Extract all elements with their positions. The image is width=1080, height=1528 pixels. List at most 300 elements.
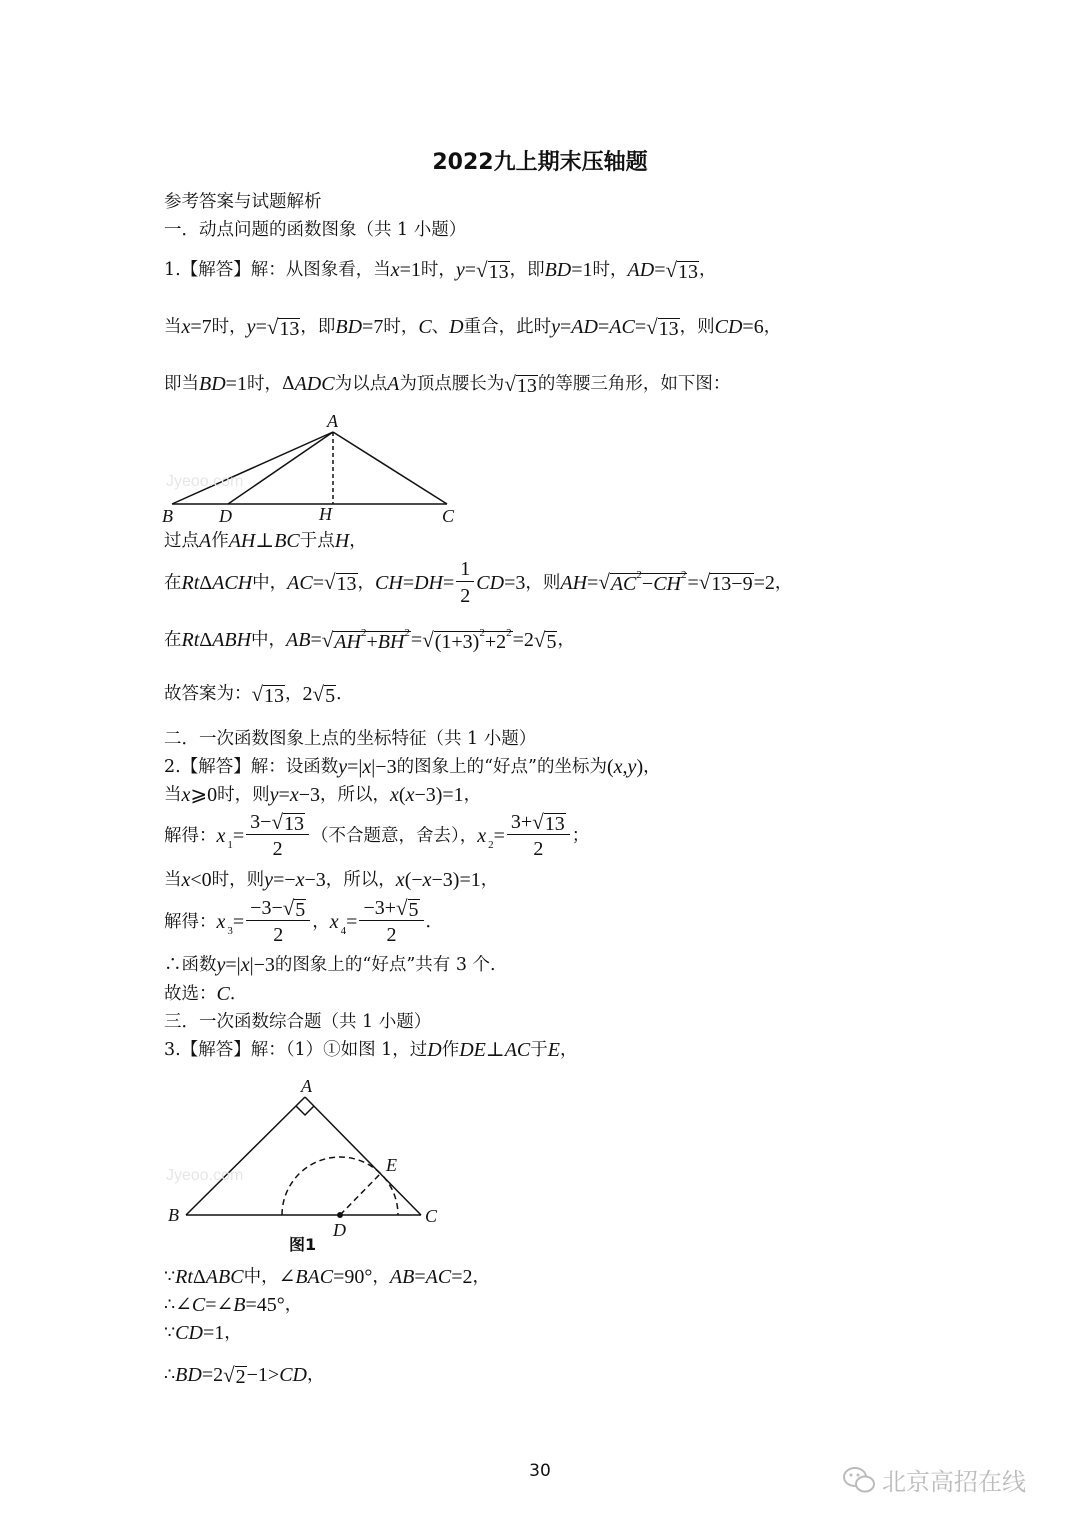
radicand — [677, 261, 699, 282]
math-symbol: + — [366, 630, 378, 653]
math-variable: AD — [571, 316, 598, 338]
math-variable: D — [449, 316, 464, 338]
text-line — [164, 315, 781, 339]
figure-2-triangle-abc — [186, 1097, 421, 1215]
sqrt-expression — [665, 259, 699, 282]
radicand — [545, 631, 557, 652]
math-variable: x — [295, 869, 305, 891]
radicand — [278, 318, 300, 339]
math-symbol: (1+3) — [434, 630, 480, 653]
math-symbol: 13 — [283, 812, 304, 835]
math-variable: x — [181, 869, 191, 891]
text-line — [164, 190, 322, 214]
math-symbol: =2 — [753, 571, 775, 594]
label-c: C — [425, 1206, 438, 1226]
text: 于点 — [299, 531, 335, 551]
subscript: 2 — [488, 838, 494, 851]
text: 时，则 — [211, 870, 265, 890]
figure-caption: 图1 — [289, 1235, 317, 1254]
math-symbol: =1 — [571, 259, 593, 281]
math-variable: y — [338, 756, 348, 778]
radicand — [336, 573, 358, 594]
math-symbol: , — [622, 756, 628, 778]
math-symbol: = — [255, 316, 267, 338]
math-symbol: = — [232, 910, 245, 933]
text: 的图象上的“好点”共有 3 个. — [274, 955, 496, 975]
figure-1-watermark: Jyeoo.com — [166, 473, 244, 490]
math-symbol: = — [587, 571, 599, 594]
text: 时， — [420, 260, 456, 280]
math-variable: x — [289, 784, 299, 806]
superscript: 2 — [680, 569, 687, 581]
sqrt-expression — [532, 811, 566, 834]
text-line — [164, 727, 536, 751]
text: ，即 — [300, 317, 336, 337]
radicand — [333, 626, 411, 653]
math-symbol: = — [654, 259, 666, 281]
math-symbol: 5 — [295, 898, 306, 921]
math-variable: BC — [274, 530, 300, 552]
text: 、 — [431, 317, 450, 337]
math-symbol: = — [687, 571, 699, 594]
math-symbol: =1 — [399, 259, 421, 281]
math-variable: BH — [377, 630, 405, 653]
sqrt-expression — [699, 571, 754, 594]
label-b: B — [162, 506, 173, 526]
text: 解得： — [164, 911, 217, 932]
math-variable: CH — [653, 573, 681, 595]
math-variable: C — [191, 1294, 206, 1316]
watermark-text: 北京高招在线 — [882, 1468, 1026, 1496]
text: 故答案为： — [164, 684, 252, 704]
math-variable: C — [216, 983, 230, 1005]
text: （不合题意，舍去）， — [310, 825, 478, 846]
text-line — [164, 982, 247, 1006]
math-variable: y — [216, 954, 226, 976]
math-symbol: = — [402, 571, 415, 594]
text: ∴ — [164, 1295, 176, 1315]
math-variable: x — [405, 784, 415, 806]
sqrt-expression — [422, 626, 512, 653]
label-a: A — [301, 1076, 312, 1096]
math-symbol: = — [232, 824, 245, 847]
radicand — [488, 261, 510, 282]
radicand — [408, 899, 420, 920]
text: 作 — [441, 1040, 460, 1060]
text-line — [164, 783, 481, 807]
text: 中， — [243, 1267, 279, 1287]
math-variable: AB — [286, 629, 311, 651]
math-variable: x — [613, 756, 623, 778]
text: ， — [463, 785, 482, 805]
math-symbol: =3 — [504, 571, 526, 594]
radicand — [434, 626, 513, 653]
subscript: 3 — [227, 924, 233, 937]
math-symbol: 2 — [273, 924, 284, 946]
text-line — [164, 1293, 302, 1317]
radical-sign: √ — [282, 895, 295, 920]
math-variable: x — [422, 869, 432, 891]
text: 三．一次函数综合题（共 1 小题） — [164, 1012, 432, 1032]
text: 中， — [252, 572, 288, 593]
fraction — [507, 810, 570, 861]
math-variable: x — [329, 910, 339, 933]
math-symbol: −3− — [250, 897, 283, 919]
math-variable: C — [418, 316, 432, 338]
math-variable: ABH — [212, 629, 252, 651]
text: ． — [336, 684, 354, 704]
text: 中， — [251, 630, 287, 650]
text: 的等腰三角形，如下图： — [537, 374, 731, 394]
text: 时，Δ — [246, 374, 295, 394]
math-variable: x — [390, 784, 399, 806]
math-variable: Rt — [181, 629, 200, 651]
text: ， — [774, 572, 793, 593]
math-variable: B — [233, 1294, 246, 1316]
text: 当 — [164, 785, 182, 805]
text: 3.【解答】解：（1）①如图 1，过 — [164, 1040, 428, 1060]
text-line — [164, 218, 466, 242]
math-symbol: = — [464, 259, 477, 281]
superscript: 2 — [404, 626, 410, 639]
math-symbol: ∠ — [278, 1266, 296, 1288]
math-variable: AC — [609, 316, 635, 338]
radical-sign: √ — [422, 627, 434, 652]
math-symbol: 13 — [658, 317, 679, 340]
radicand — [324, 685, 336, 706]
radicand — [235, 1366, 247, 1387]
math-variable: AH — [560, 571, 588, 594]
subscript: 4 — [340, 924, 347, 937]
text-line — [164, 258, 717, 282]
math-symbol: 2 — [302, 683, 313, 705]
math-variable: H — [334, 530, 350, 552]
page-number: 30 — [529, 1461, 551, 1481]
math-symbol: =| — [225, 954, 241, 976]
math-symbol: 3− — [250, 811, 272, 833]
text-line — [164, 372, 730, 396]
text: 一．动点问题的函数图象（共 1 小题） — [164, 220, 467, 240]
numerator — [456, 557, 474, 582]
text: ， — [306, 1365, 325, 1385]
sqrt-expression — [271, 811, 305, 834]
math-symbol: 2 — [533, 838, 544, 860]
wechat-icon — [842, 1466, 876, 1494]
math-symbol: Δ — [199, 629, 213, 651]
math-variable: y — [264, 869, 274, 891]
radical-sign: √ — [533, 627, 546, 652]
text: ， — [699, 260, 717, 280]
math-symbol: =| — [347, 756, 363, 778]
radical-sign: √ — [321, 627, 334, 652]
math-variable: ACH — [212, 571, 253, 594]
math-symbol: = — [346, 910, 358, 933]
math-symbol: =2 — [201, 1364, 224, 1386]
text: 过点 — [164, 531, 199, 551]
math-symbol: 1 — [460, 558, 471, 580]
math-symbol: ⊥ — [485, 1039, 505, 1061]
math-variable: CD — [714, 316, 743, 338]
math-variable: x — [216, 910, 226, 933]
math-symbol: 5 — [408, 898, 419, 921]
sqrt-expression — [252, 683, 286, 706]
math-symbol: = — [560, 316, 572, 338]
subscript: 1 — [227, 838, 233, 851]
math-symbol: ( — [398, 784, 406, 806]
text: ，所以， — [325, 870, 396, 890]
text-line — [164, 1265, 490, 1289]
text-line — [164, 896, 443, 947]
radical-sign: √ — [324, 570, 336, 594]
math-symbol: 2 — [460, 585, 471, 607]
math-symbol: 13 — [678, 260, 699, 283]
text-line — [164, 755, 661, 779]
math-variable: CD — [279, 1364, 307, 1386]
math-symbol: 2 — [235, 1365, 246, 1388]
math-symbol: |−3 — [249, 954, 275, 976]
text: ，即 — [509, 260, 545, 280]
radicand — [658, 318, 680, 339]
math-symbol: −3)=1 — [431, 869, 481, 891]
sqrt-expression — [534, 629, 558, 652]
text: ． — [229, 984, 248, 1004]
math-symbol: =1 — [202, 1322, 225, 1344]
math-variable: BD — [544, 259, 572, 281]
text: ，则 — [525, 572, 561, 593]
radicand — [544, 813, 566, 834]
math-symbol: 13 — [336, 573, 357, 595]
math-variable: CH — [375, 571, 403, 594]
text: ∴函数 — [164, 955, 217, 975]
numerator — [246, 896, 310, 921]
math-symbol: =∠ — [205, 1294, 234, 1316]
math-symbol: 13 — [488, 260, 509, 283]
text: 参考答案与试题解析 — [164, 192, 322, 212]
math-symbol: = — [443, 571, 455, 594]
radicand — [610, 569, 688, 595]
text: ， — [372, 1267, 390, 1287]
denominator — [533, 835, 543, 861]
text: ，则 — [679, 317, 715, 337]
math-variable: x — [362, 756, 372, 778]
text: 重合，此时 — [463, 317, 552, 337]
math-symbol: −3)=1 — [414, 784, 464, 806]
text: 为以点 — [334, 374, 388, 394]
math-symbol: =7 — [190, 316, 212, 338]
math-symbol: =2 — [512, 629, 534, 651]
math-variable: x — [477, 824, 487, 847]
radical-sign: √ — [312, 681, 325, 706]
math-symbol: =2 — [451, 1266, 473, 1288]
math-symbol: <0 — [190, 869, 212, 891]
math-symbol: 2 — [386, 924, 397, 946]
text: ， — [357, 572, 376, 593]
math-variable: AC — [504, 1039, 531, 1061]
math-variable: x — [181, 784, 191, 806]
label-h: H — [319, 504, 332, 524]
math-symbol: = — [278, 784, 290, 806]
text: ∵ — [164, 1267, 176, 1287]
text: ； — [571, 825, 590, 846]
math-symbol: = — [634, 316, 647, 338]
math-symbol: =7 — [362, 316, 384, 338]
math-variable: x — [216, 824, 226, 847]
text-line — [164, 1038, 578, 1062]
sqrt-expression — [324, 571, 358, 594]
math-symbol: − — [641, 573, 654, 595]
text: ， — [284, 1295, 303, 1315]
radical-sign: √ — [476, 257, 488, 282]
math-symbol: 13 — [264, 684, 285, 707]
text-line — [164, 953, 496, 977]
math-symbol: ( — [606, 756, 614, 778]
math-symbol: (− — [404, 869, 423, 891]
text: 时， — [211, 317, 247, 337]
math-symbol: +2 — [484, 630, 507, 653]
denominator — [460, 582, 470, 608]
math-variable: DE — [459, 1039, 486, 1061]
radical-sign: √ — [646, 314, 658, 339]
text: 解得： — [164, 825, 217, 846]
radical-sign: √ — [532, 809, 544, 834]
wechat-watermark — [842, 1462, 1026, 1497]
page-title: 2022九上期末压轴题 — [432, 150, 648, 175]
math-variable: BD — [335, 316, 363, 338]
text: 在 — [164, 572, 182, 593]
radical-sign: √ — [223, 1362, 235, 1387]
text: ，所以， — [320, 785, 390, 805]
math-symbol: −3 — [304, 869, 326, 891]
text: 故选： — [164, 984, 217, 1004]
text-line — [164, 529, 367, 553]
math-variable: y — [269, 784, 279, 806]
math-variable: E — [547, 1039, 560, 1061]
math-symbol: ⊥ — [255, 530, 275, 552]
fraction — [456, 557, 474, 608]
text: 当 — [164, 870, 182, 890]
math-symbol: ∠ — [175, 1294, 192, 1316]
math-variable: A — [199, 530, 212, 552]
math-symbol: = — [312, 571, 324, 594]
radicand — [294, 899, 306, 920]
math-variable: AH — [228, 530, 256, 552]
math-variable: ADC — [294, 373, 335, 395]
text: ， — [480, 870, 499, 890]
text-line — [164, 868, 498, 892]
math-symbol: ) — [636, 756, 644, 778]
sqrt-expression — [396, 897, 420, 920]
radical-sign: √ — [266, 314, 279, 339]
sqrt-expression — [313, 683, 337, 706]
radicand — [516, 375, 538, 396]
math-variable: AD — [627, 259, 655, 281]
numerator — [359, 896, 423, 921]
sqrt-expression — [267, 316, 301, 339]
math-symbol: 2 — [272, 838, 283, 860]
label-d: D — [219, 506, 232, 526]
text-line — [164, 1010, 431, 1034]
radicand — [283, 813, 305, 834]
math-variable: BAC — [295, 1266, 334, 1288]
math-symbol: 13−9 — [711, 573, 753, 595]
text: ， — [285, 684, 303, 704]
math-variable: D — [427, 1039, 442, 1061]
text: ， — [557, 630, 575, 650]
math-symbol: =90° — [333, 1266, 373, 1288]
text: 于 — [530, 1040, 548, 1060]
fraction — [246, 810, 309, 861]
math-variable: DH — [414, 571, 443, 594]
label-e: E — [386, 1155, 397, 1175]
text: ， — [560, 1040, 578, 1060]
text: 时， — [383, 317, 419, 337]
text-line — [164, 628, 575, 652]
text: ， — [224, 1323, 242, 1343]
sqrt-expression — [476, 259, 510, 282]
math-variable: AC — [610, 573, 637, 595]
text-line — [164, 810, 589, 861]
superscript: 2 — [636, 569, 642, 581]
math-variable: x — [390, 259, 400, 281]
text: 当 — [164, 317, 182, 337]
math-symbol: = — [493, 824, 505, 847]
math-symbol: Δ — [192, 1266, 206, 1288]
sqrt-expression — [223, 1364, 247, 1387]
text: 在 — [164, 630, 182, 650]
denominator — [273, 835, 283, 861]
radical-sign: √ — [271, 809, 283, 834]
math-variable: AC — [425, 1266, 452, 1288]
denominator — [386, 921, 396, 947]
math-symbol: −3 — [298, 784, 320, 806]
math-symbol: ⩾0 — [190, 784, 218, 806]
text: ， — [312, 911, 330, 932]
radicand — [263, 685, 285, 706]
math-symbol: 13 — [516, 374, 537, 397]
sqrt-expression — [283, 897, 307, 920]
math-variable: y — [627, 756, 637, 778]
text: 二．一次函数图象上点的坐标特征（共 1 小题） — [164, 729, 537, 749]
math-symbol: 13 — [544, 812, 565, 835]
label-b: B — [168, 1205, 179, 1225]
math-variable: y — [455, 259, 465, 281]
radical-sign: √ — [698, 570, 711, 594]
radical-sign: √ — [504, 371, 516, 396]
math-variable: x — [240, 954, 250, 976]
math-variable: AB — [389, 1266, 415, 1288]
math-variable: x — [395, 869, 405, 891]
radical-sign: √ — [251, 681, 264, 706]
text: ， — [763, 317, 782, 337]
math-variable: A — [387, 373, 400, 395]
radical-sign: √ — [598, 570, 610, 594]
figure-1-triangle-adc — [172, 432, 447, 504]
math-symbol: 3+ — [510, 811, 533, 833]
math-symbol: = — [410, 629, 423, 651]
math-variable: y — [551, 316, 561, 338]
superscript: 2 — [506, 626, 512, 639]
text-line — [164, 557, 792, 608]
math-variable: x — [181, 316, 191, 338]
math-symbol: −1> — [246, 1364, 280, 1386]
text: 时， — [592, 260, 628, 280]
math-variable: Rt — [175, 1266, 193, 1288]
text: ， — [349, 531, 367, 551]
math-symbol: 5 — [325, 684, 336, 707]
numerator — [246, 810, 309, 835]
math-symbol: =6 — [742, 316, 764, 338]
math-symbol: 5 — [546, 630, 557, 653]
